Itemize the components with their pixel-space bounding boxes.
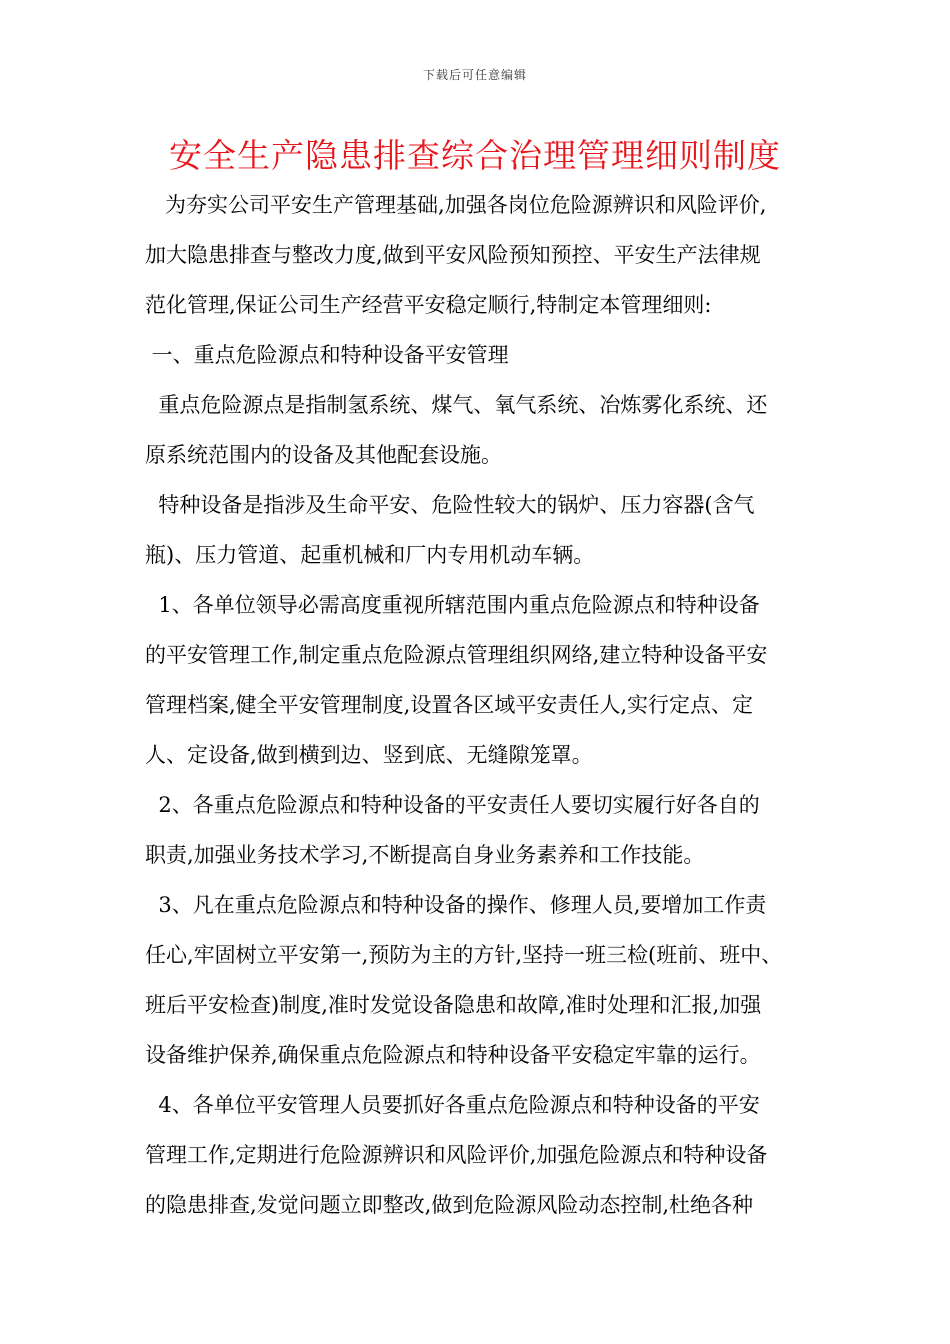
body-line: 的平安管理工作,制定重点危险源点管理组织网络,建立特种设备平安	[145, 643, 768, 667]
body-line: 设备维护保养,确保重点危险源点和特种设备平安稳定牢靠的运行。	[145, 1043, 761, 1067]
body-line: 瓶)、压力管道、起重机械和厂内专用机动车辆。	[145, 543, 595, 567]
body-line: 为夯实公司平安生产管理基础,加强各岗位危险源辨识和风险评价,	[145, 193, 767, 217]
body-line: 4、各单位平安管理人员要抓好各重点危险源点和特种设备的平安	[145, 1093, 760, 1117]
body-line: 1、各单位领导必需高度重视所辖范围内重点危险源点和特种设备	[145, 593, 760, 617]
section-heading: 一、重点危险源点和特种设备平安管理	[145, 343, 509, 367]
body-line: 原系统范围内的设备及其他配套设施。	[145, 443, 502, 467]
body-line: 职责,加强业务技术学习,不断提高自身业务素养和工作技能。	[145, 843, 705, 867]
body-line: 重点危险源点是指制氢系统、煤气、氧气系统、冶炼雾化系统、还	[145, 393, 768, 417]
body-line: 管理工作,定期进行危险源辨识和风险评价,加强危险源点和特种设备	[145, 1143, 768, 1167]
document-title: 安全生产隐患排查综合治理管理细则制度	[169, 136, 781, 175]
body-line: 人、定设备,做到横到边、竖到底、无缝隙笼罩。	[145, 743, 593, 767]
body-line: 任心,牢固树立平安第一,预防为主的方针,坚持一班三检(班前、班中、	[145, 943, 783, 967]
document-body	[145, 180, 835, 1230]
body-line: 3、凡在重点危险源点和特种设备的操作、修理人员,要增加工作责	[145, 893, 767, 917]
header-note: 下载后可任意编辑	[422, 68, 527, 82]
body-line: 管理档案,健全平安管理制度,设置各区域平安责任人,实行定点、定	[145, 693, 754, 717]
body-line: 特种设备是指涉及生命平安、危险性较大的锅炉、压力容器(含气	[145, 493, 755, 517]
body-line: 范化管理,保证公司生产经营平安稳定顺行,特制定本管理细则:	[145, 293, 712, 317]
body-line: 加大隐患排查与整改力度,做到平安风险预知预控、平安生产法律规	[145, 243, 761, 267]
body-line: 的隐患排查,发觉问题立即整改,做到危险源风险动态控制,杜绝各种	[145, 1193, 754, 1217]
body-line: 2、各重点危险源点和特种设备的平安责任人要切实履行好各自的	[145, 793, 760, 817]
body-line: 班后平安检查)制度,准时发觉设备隐患和故障,准时处理和汇报,加强	[145, 993, 762, 1017]
